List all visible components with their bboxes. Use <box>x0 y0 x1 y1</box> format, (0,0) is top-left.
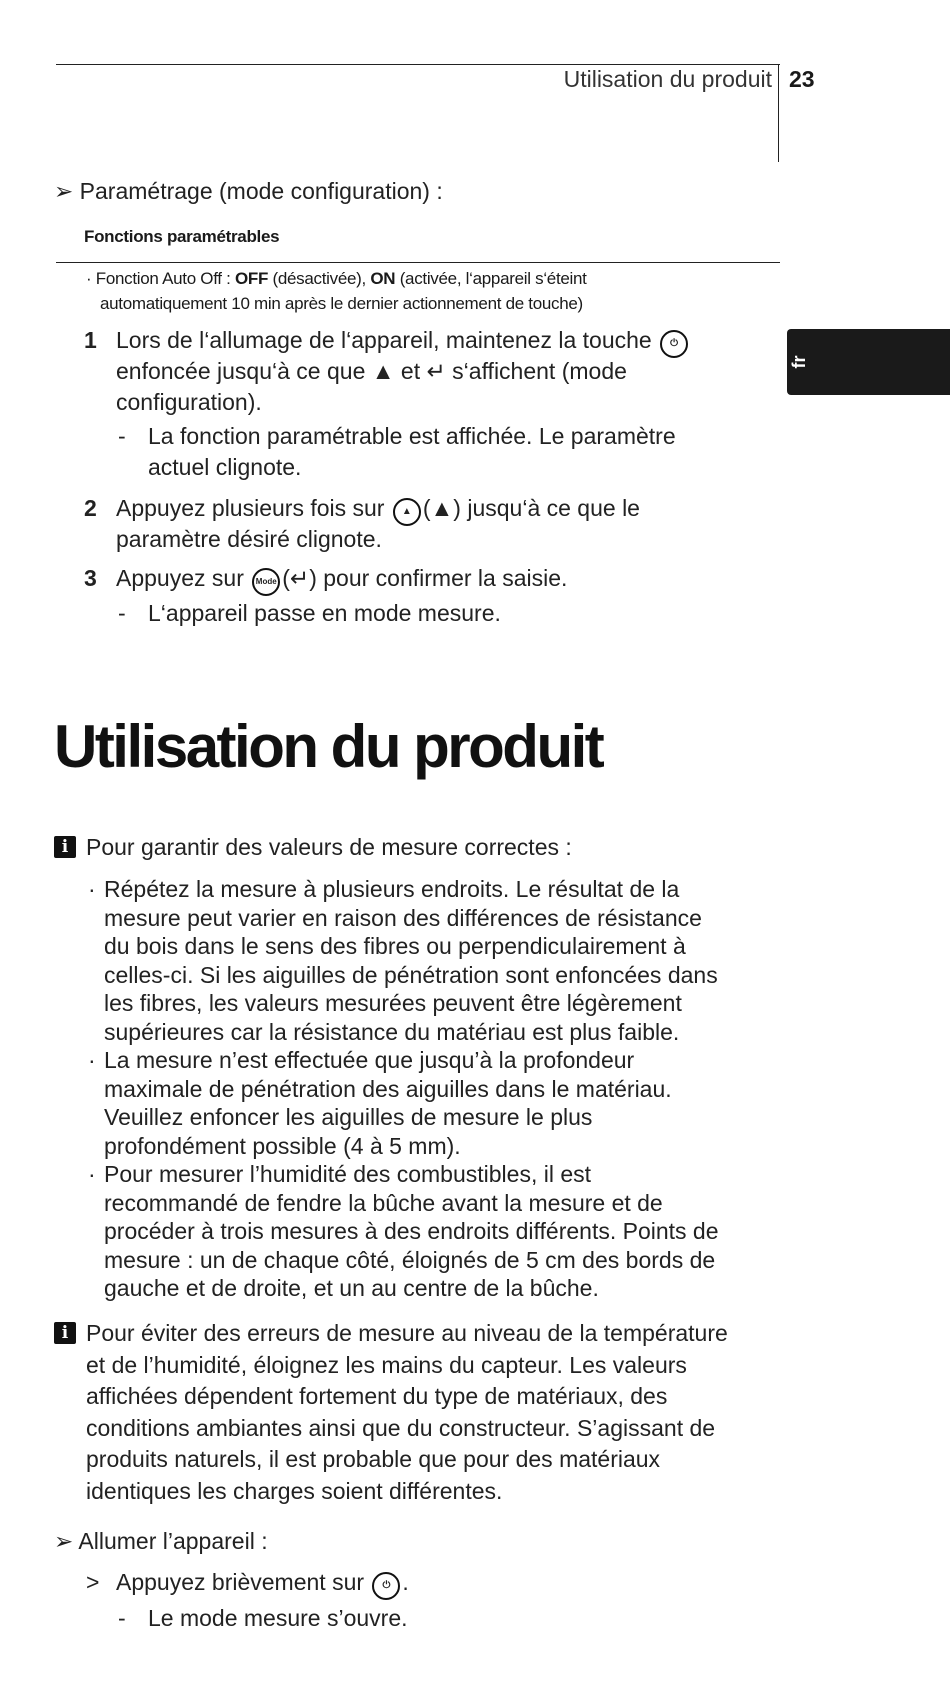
bullet-line: La mesure n’est effectuée que jusqu’à la profondeur <box>104 1047 635 1073</box>
info2-line: conditions ambiantes ainsi que du constructeur. S’agissant de <box>86 1414 716 1441</box>
bullet-line: Veuillez enfoncer les aiguilles de mesure le plus <box>104 1104 593 1130</box>
step1-line1: Lors de l‘allumage de l‘appareil, maintenez la touche ⏻ <box>116 325 690 358</box>
step1-sub-line1: La fonction paramétrable est affichée. Le paramètre <box>148 423 676 449</box>
arrow-bullet-icon: ➢ <box>54 1528 74 1554</box>
power-step: Appuyez brièvement sur ⏻ . <box>116 1567 409 1600</box>
enter-arrow-icon: ↵ <box>426 358 446 384</box>
bullet-line: Pour mesurer l’humidité des combustibles, il est <box>104 1161 592 1187</box>
up-triangle-icon: ▲ <box>371 358 395 384</box>
step-number: 1 <box>84 327 97 353</box>
power-icon: ⏻ <box>372 1572 400 1600</box>
bullet-line: procéder à trois mesures à des endroits différents. Points de <box>104 1218 719 1244</box>
table-row-1-cont: automatiquement 10 min après le dernier actionnement de touche) <box>100 294 583 313</box>
page-number: 23 <box>789 66 815 92</box>
power-intro <box>54 1526 268 1557</box>
step-number: 2 <box>84 495 97 521</box>
mode-button-icon: Mode <box>252 568 280 596</box>
info1-intro: Pour garantir des valeurs de mesure correctes : <box>86 834 572 860</box>
bullet-line: Répétez la mesure à plusieurs endroits. Le résultat de la <box>104 876 680 902</box>
section-heading: Utilisation du produit <box>54 713 603 780</box>
step1-line2: enfoncée jusqu‘à ce que ▲ et ↵ s‘affichent (mode <box>116 358 627 384</box>
info2-line: produits naturels, il est probable que pour des matériaux <box>86 1446 661 1472</box>
table-row-1: · Fonction Auto Off : OFF (désactivée), ON (activée, l‘appareil s‘éteint <box>86 269 587 288</box>
config-intro-text: Paramétrage (mode configuration) : <box>79 178 443 204</box>
power-intro-text: Allumer l’appareil : <box>78 1528 268 1554</box>
header-rule <box>56 64 780 65</box>
language-tab-label: fr <box>788 355 809 369</box>
language-tab <box>787 329 950 395</box>
bullet-line: celles-ci. Si les aiguilles de pénétration sont enfoncées dans <box>104 961 718 988</box>
info2-line: Pour éviter des erreurs de mesure au niveau de la température <box>86 1320 728 1346</box>
up-triangle-icon: ▲ <box>430 495 454 521</box>
bullet-line: supérieures car la résistance du matériau est plus faible. <box>104 1018 680 1045</box>
step2-line2: paramètre désiré clignote. <box>116 526 382 552</box>
dash-bullet: - <box>118 600 126 626</box>
bullet-dot: · <box>88 1161 96 1187</box>
bullet-line: du bois dans le sens des fibres ou perpendiculairement à <box>104 933 686 959</box>
arrow-bullet-icon: ➢ <box>54 178 74 204</box>
info2-line: identiques les charges soient différentes. <box>86 1477 503 1504</box>
step1-sub-line2: actuel clignote. <box>148 454 302 480</box>
step-number: 3 <box>84 565 97 591</box>
bullet-line: mesure : un de chaque côté, éloignés de 5 cm des bords de <box>104 1246 716 1273</box>
dash-bullet: - <box>118 1605 126 1631</box>
info-icon: i <box>54 836 76 858</box>
enter-arrow-icon: ↵ <box>289 565 310 591</box>
info-icon: i <box>54 1322 76 1344</box>
chevron-bullet: > <box>86 1569 100 1595</box>
step3-sub: L‘appareil passe en mode mesure. <box>148 600 501 626</box>
bullet-line: maximale de pénétration des aiguilles dans le matériau. <box>104 1075 672 1102</box>
step1-line3: configuration). <box>116 389 262 415</box>
table-rule <box>56 262 780 263</box>
step2-line1: Appuyez plusieurs fois sur ▲ (▲) jusqu‘à ce que le <box>116 493 640 526</box>
step3-line1: Appuyez sur Mode (↵) pour confirmer la saisie. <box>116 563 567 596</box>
info2-line: et de l’humidité, éloignez les mains du capteur. Les valeurs <box>86 1351 687 1378</box>
bullet-dot: · <box>88 1047 96 1073</box>
bullet-dot: · <box>88 876 96 902</box>
up-button-icon: ▲ <box>393 498 421 526</box>
header-vertical-rule <box>778 64 779 162</box>
bullet-line: mesure peut varier en raison des différences de résistance <box>104 904 702 931</box>
power-result: Le mode mesure s’ouvre. <box>148 1605 408 1631</box>
dash-bullet: - <box>118 423 126 449</box>
info2-line: affichées dépendent fortement du type de matériaux, des <box>86 1383 668 1409</box>
power-icon: ⏻ <box>660 330 688 358</box>
bullet-line: les fibres, les valeurs mesurées peuvent être légèrement <box>104 990 682 1016</box>
bullet-line: recommandé de fendre la bûche avant la mesure et de <box>104 1189 663 1216</box>
bullet-line: gauche et de droite, et un au centre de la bûche. <box>104 1275 599 1301</box>
table-title: Fonctions paramétrables <box>84 227 280 246</box>
running-header-title: Utilisation du produit <box>563 66 772 92</box>
config-intro <box>54 176 443 207</box>
bullet-line: profondément possible (4 à 5 mm). <box>104 1132 461 1159</box>
